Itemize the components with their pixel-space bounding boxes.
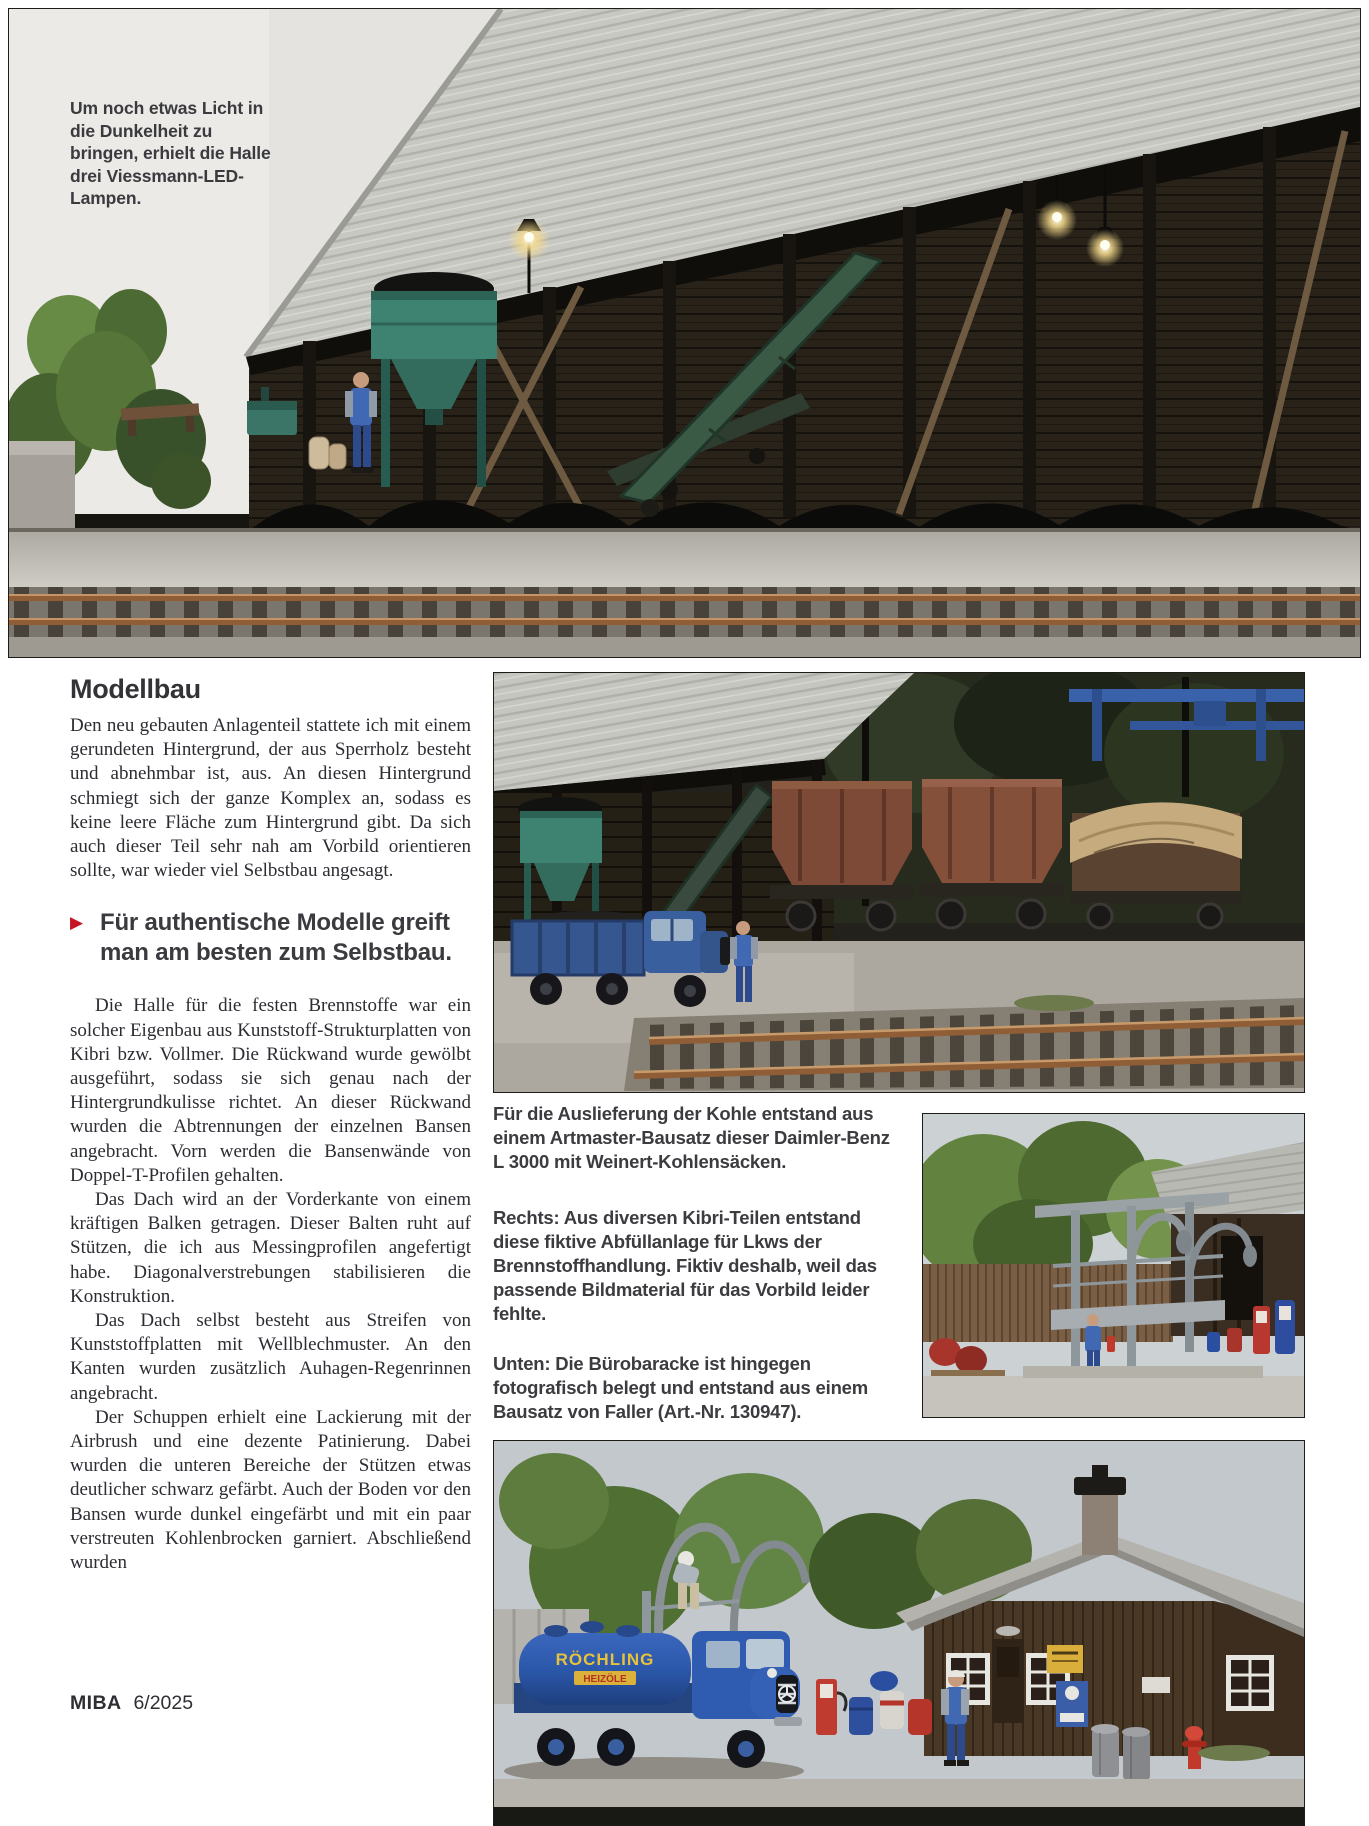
concrete-apron: [9, 529, 1360, 587]
article-paragraph: Den neu gebauten Anlagenteil stattete ich mit einem gerundeten Hintergrund, der aus Sperrholz besteht und abnehmbar ist, aus. An diesen Hintergrund schmiegt sich der ganze Komplex an, sodass es keine leere Fläche zum Hintergrund gibt. Da sich auch dieser Teil sehr nah am Vorbild orientieren sollte, war wieder viel Selbstbau angesagt.: [70, 715, 471, 882]
middle-photo-hopper-wagons: [493, 672, 1305, 1093]
flatbed-truck: [512, 911, 730, 1007]
yellow-sign: [1047, 1645, 1083, 1673]
article-paragraph: Das Dach wird an der Vorderkante von einem kräftigen Balken getragen. Dieser Balten ruht auf Stützen, die ich aus Messingprofilen angefertigt habe. Diagonalverstrebungen stabilisieren die Konstruktion.: [70, 1189, 471, 1307]
caption-office-hut: Unten: Die Bürobaracke ist hingegen fotografisch belegt und entstand aus einem Bausatz von Faller (Art.-Nr. 130947).: [493, 1353, 869, 1422]
tanker-product-text: HEIZÖLE: [583, 1674, 627, 1685]
magazine-brand: MIBA: [70, 1692, 122, 1714]
right-photo-filling-plant: [922, 1113, 1305, 1418]
weeds: [1014, 995, 1094, 1011]
pullquote-text: Für authentische Modelle greift man am besten zum Selbstbau.: [100, 909, 452, 967]
window: [1226, 1655, 1274, 1711]
grass-tuft: [1198, 1745, 1270, 1761]
pullquote-arrow-icon: ▶: [70, 913, 84, 933]
door-lamp: [996, 1626, 1020, 1636]
caption-filling-plant: Rechts: Aus diversen Kibri-Teilen entstand diese fiktive Abfüllanlage für Lkws der Brennstoffhandlung. Fiktiv deshalb, weil das passende Bildmaterial für das Vorbild leider fehlte.: [493, 1207, 877, 1324]
tanker-brand-text: RÖCHLING: [555, 1650, 655, 1669]
pullquote: [70, 908, 471, 968]
issue-number: 6/2025: [133, 1692, 194, 1714]
bottom-photo-tanker-hut: [493, 1440, 1305, 1826]
caption-delivery-truck: Für die Auslieferung der Kohle entstand aus einem Artmaster-Bausatz dieser Daimler-Benz L 3000 mit Weinert-Kohlensäcken.: [493, 1103, 890, 1172]
tanker-truck: [504, 1621, 804, 1785]
small-sign: [1142, 1677, 1170, 1693]
middle-photo-illustration: [494, 673, 1304, 1092]
article-column: [70, 674, 471, 1575]
article-paragraph: Das Dach selbst besteht aus Streifen von Kunststoffplatten mit Wellblechmuster. An den Kanten wurden zusätzlich Auhagen-Regenrinnen angebracht.: [70, 1310, 471, 1404]
tanker-hut-illustration: [494, 1441, 1304, 1825]
article-paragraph: Die Halle für die festen Brennstoffe war ein solcher Eigenbau aus Kunststoff-Strukturplatten von Kibri bzw. Vollmer. Die Rückwand wurde gewölbt ausgeführt, sodass sie sich genau nach der Hintergrundkulisse richtet. An dieser Rückwand wurden die Abtrennungen der einzelnen Bansen angebracht. Vorn werden die Bansenwände von Doppel-T-Profilen gehalten.: [70, 995, 471, 1186]
filling-plant-illustration: [923, 1114, 1304, 1417]
concrete-ground: [923, 1376, 1304, 1417]
page-footer: [70, 1692, 193, 1715]
article-paragraph: Der Schuppen erhielt eine Lackierung mit der Airbrush und eine dezente Patinierung. Dabei wurden die unteren Bereiche der Stützen etwas deutlicher schwarz gefärbt. Auch der Boden vor den Bansen wurde dunkel eingefärbt und mit ein paar verstreuten Kohlenbrocken garniert. Abschließend wurden: [70, 1406, 471, 1574]
top-photo-overlay-caption: Um noch etwas Licht in die Dunkelheit zu bringen, erhielt die Halle drei Viessmann-LED-Lampen.: [70, 98, 271, 208]
article-heading: Modellbau: [70, 674, 201, 704]
